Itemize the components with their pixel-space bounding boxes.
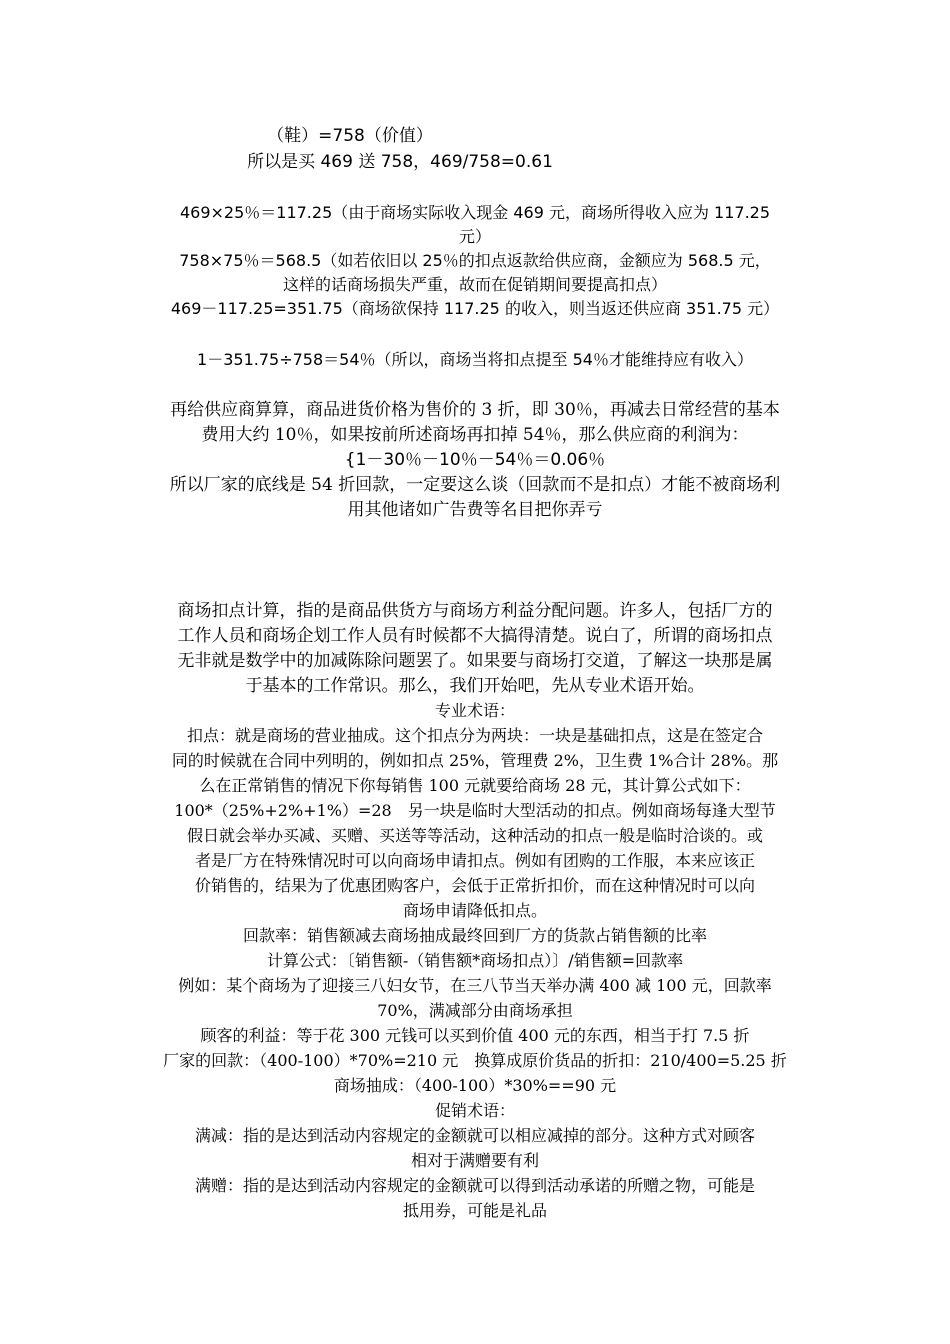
text-line: 假日就会举办买减、买赠、买送等等活动，这种活动的扣点一般是临时洽谈的。或	[186, 826, 763, 845]
text-line: 满减：指的是达到活动内容规定的金额就可以相应减掉的部分。这种方式对顾客	[194, 1126, 755, 1145]
text-line: 者是厂方在特殊情况时可以向商场申请扣点。例如有团购的工作服，本来应该正	[194, 851, 755, 870]
text-line: 再给供应商算算，商品进货价格为售价的 3 折，即 30％，再减去日常经营的基本	[170, 400, 780, 420]
text-line: 469－117.25=351.75（商场欲保持 117.25 的收入，则当返还供应商 351.75 元）	[170, 299, 780, 318]
text-line: 商场抽成：（400-100）*30%==90 元	[333, 1076, 617, 1095]
text-line: 商场申请降低扣点。	[402, 901, 547, 920]
section-heading: 促销术语：	[434, 1101, 515, 1120]
text-line: 抵用券，可能是礼品	[402, 1201, 547, 1220]
text-line: {1－30％－10％－54％＝0.06％	[344, 450, 606, 470]
text-line: 所以厂家的底线是 54 折回款，一定要这么谈（回款而不是扣点）才能不被商场利	[169, 475, 781, 495]
text-line: 469×25％＝117.25（由于商场实际收入现金 469 元，商场所得收入应为 117.25	[179, 203, 771, 222]
text-line: 厂家的回款：（400-100）*70%=210 元 换算成原价货品的折扣：210/400=5.25 折	[163, 1051, 787, 1070]
text-line: 费用大约 10％，如果按前所述商场再扣掉 54％，那么供应商的利润为：	[201, 425, 749, 445]
text-line: 100*（25%+2%+1%）=28 另一块是临时大型活动的扣点。例如商场每逢大型节	[174, 801, 776, 820]
text-line: 同的时候就在合同中列明的，例如扣点 25%，管理费 2%，卫生费 1%合计 28%。那	[171, 751, 779, 770]
text-line: 回款率：销售额减去商场抽成最终回到厂方的货款占销售额的比率	[242, 926, 707, 945]
text-line: 元）	[458, 227, 491, 246]
text-line: 1－351.75÷758＝54％（所以，商场当将扣点提至 54％才能维持应有收入）	[197, 350, 753, 369]
text-line: 70%，满减部分由商场承担	[377, 1001, 573, 1020]
text-line: 相对于满赠要有利	[410, 1151, 539, 1170]
text-line: 758×75％＝568.5（如若依旧以 25％的扣点返款给供应商，金额应为 568.5 元，	[179, 251, 771, 270]
text-line: 顾客的利益：等于花 300 元钱可以买到价值 400 元的东西，相当于打 7.5 折	[200, 1026, 750, 1045]
text-line: 扣点：就是商场的营业抽成。这个扣点分为两块：一块是基础扣点，这是在签定合	[186, 726, 763, 745]
text-line: 所以是买 469 送 758，469/758=0.61	[247, 152, 553, 172]
text-line: 价销售的，结果为了优惠团购客户，会低于正常折扣价，而在这种情况时可以向	[194, 876, 755, 895]
text-line: 商场扣点计算，指的是商品供货方与商场方利益分配问题。许多人，包括厂方的	[177, 601, 773, 621]
text-line: 于基本的工作常识。那么，我们开始吧，先从专业术语开始。	[245, 676, 705, 696]
text-line: 工作人员和商场企划工作人员有时候都不大搞得清楚。说白了，所谓的商场扣点	[177, 626, 773, 646]
text-line: 满赠：指的是达到活动内容规定的金额就可以得到活动承诺的所赠之物，可能是	[194, 1176, 755, 1195]
text-line: 这样的话商场损失严重，故而在促销期间要提高扣点）	[282, 275, 667, 294]
text-line: 例如：某个商场为了迎接三八妇女节，在三八节当天举办满 400 减 100 元，回款率	[178, 976, 772, 995]
text-line: （鞋）=758（价值）	[267, 126, 433, 146]
text-line: 无非就是数学中的加减陈除问题罢了。如果要与商场打交道，了解这一块那是属	[177, 651, 773, 671]
text-line: 用其他诸如广告费等名目把你弄亏	[347, 500, 603, 520]
text-line: 么在正常销售的情况下你每销售 100 元就要给商场 28 元，其计算公式如下：	[199, 776, 751, 795]
text-line: 计算公式：〔销售额-（销售额*商场扣点）〕/销售额=回款率	[266, 951, 684, 970]
section-heading: 专业术语：	[434, 701, 515, 720]
